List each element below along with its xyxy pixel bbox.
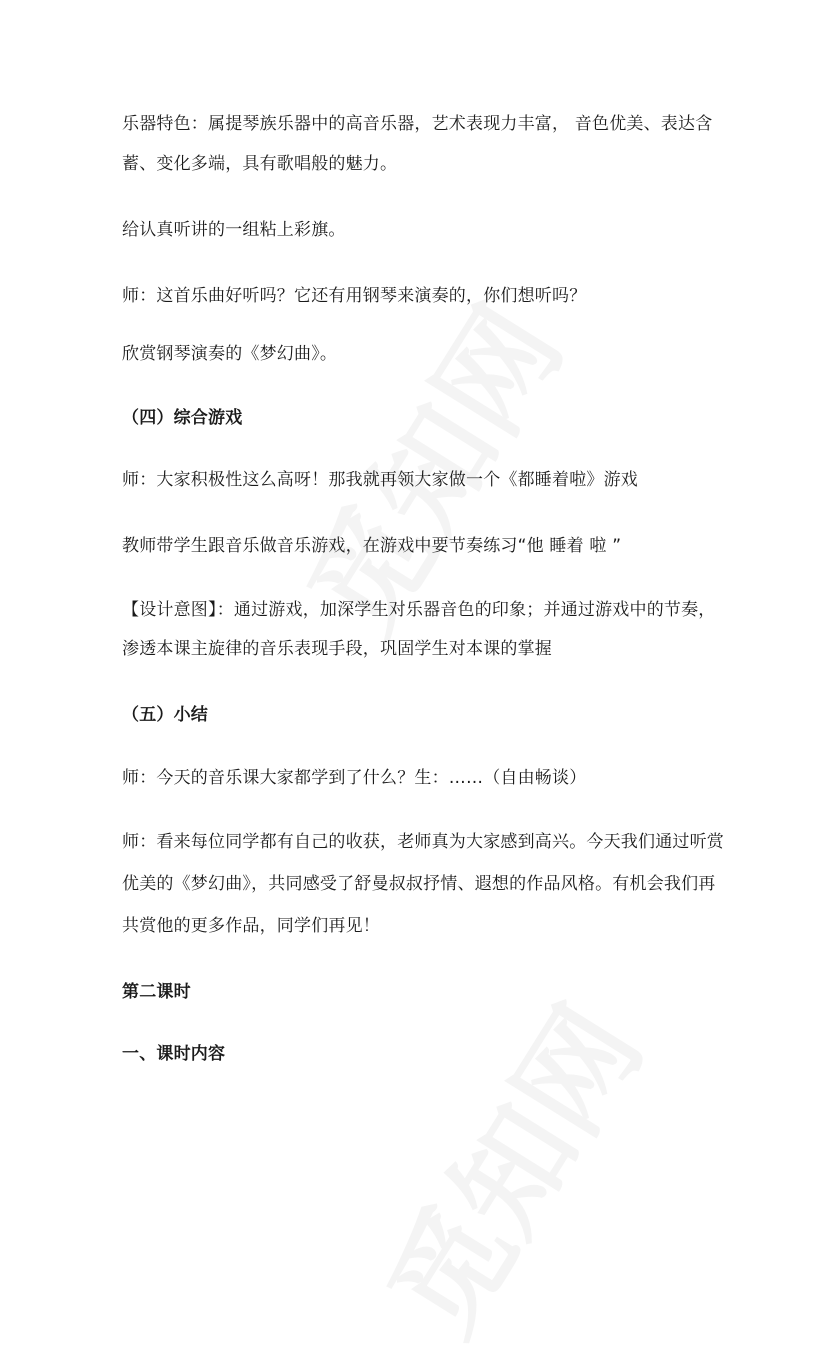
section-heading: 一、课时内容	[122, 1044, 226, 1064]
paragraph-line: 师：大家积极性这么高呀！那我就再领大家做一个《都睡着啦》游戏	[122, 470, 638, 490]
paragraph-line: 乐器特色：属提琴族乐器中的高音乐器，艺术表现力丰富， 音色优美、表达含	[122, 114, 713, 134]
paragraph-line: 优美的《梦幻曲》，共同感受了舒曼叔叔抒情、遐想的作品风格。有机会我们再	[122, 874, 716, 894]
paragraph-line: 渗透本课主旋律的音乐表现手段，巩固学生对本课的掌握	[122, 639, 552, 659]
paragraph-line: 共赏他的更多作品，同学们再见！	[122, 916, 380, 936]
paragraph-line: 师：看来每位同学都有自己的收获，老师真为大家感到高兴。今天我们通过听赏	[122, 832, 724, 852]
watermark	[341, 970, 673, 1360]
paragraph-line: 师：今天的音乐课大家都学到了什么？生：……（自由畅谈）	[122, 768, 587, 788]
section-heading: 第二课时	[122, 982, 191, 1002]
paragraph-line: 师：这首乐曲好听吗？它还有用钢琴来演奏的，你们想听吗？	[122, 286, 587, 306]
paragraph-line: 蓄、变化多端，具有歌唱般的魅力。	[122, 154, 398, 174]
section-heading: （四）综合游戏	[122, 408, 243, 428]
paragraph-line: 教师带学生跟音乐做音乐游戏，在游戏中要节奏练习“他 睡着 啦 ”	[122, 536, 622, 556]
section-heading: （五）小结	[122, 705, 208, 725]
paragraph-line: 欣赏钢琴演奏的《梦幻曲》。	[122, 344, 338, 364]
paragraph-line: 【设计意图】：通过游戏，加深学生对乐器音色的印象；并通过游戏中的节奏，	[122, 600, 716, 620]
paragraph-line: 给认真听讲的一组粘上彩旗。	[122, 220, 346, 240]
